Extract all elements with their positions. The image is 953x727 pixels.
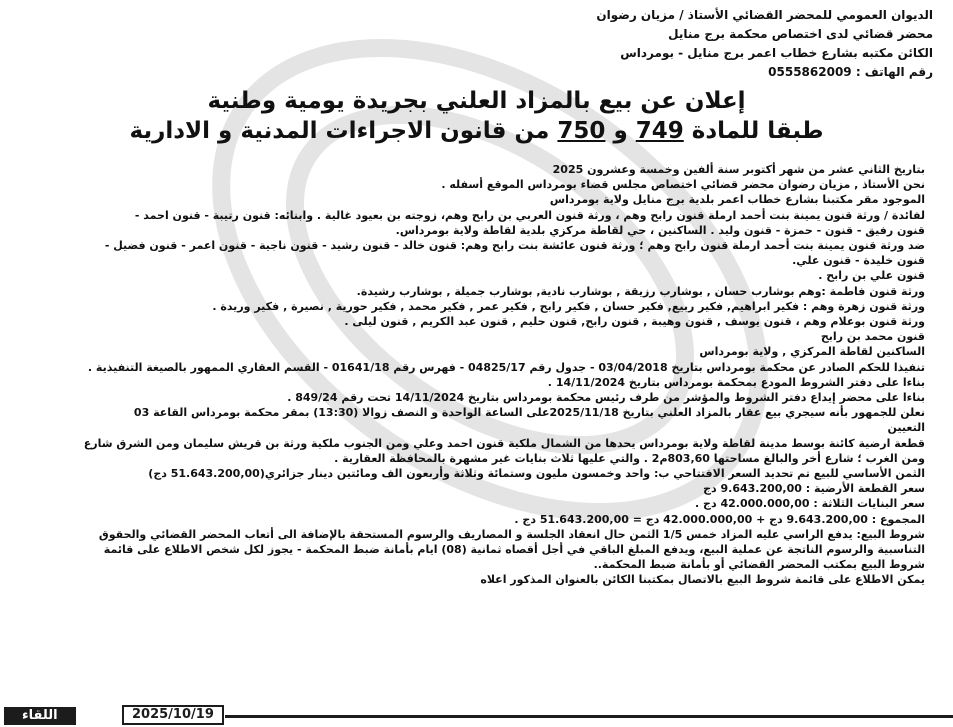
body-line: قطعة ارضية كائنة بوسط مدينة لقاطة ولاية بومرداس يحدها من الشمال ملكية قنون احمد وعلي ومن الجنوب ملكية ورثة بن قريش سليمان ومن الشرق شارع: [83, 436, 925, 450]
subtitle-and: و: [605, 118, 636, 144]
body-line: بتاريخ الثاني عشر من شهر أكتوبر سنة ألفين وخمسة وعشرون 2025: [552, 163, 925, 176]
body-line: ورثة قنون بوعلام وهم ، قنون يوسف , قنون وهيبة , قنون رابح, قنون حليم , قنون عبد الكريم , قنون ليلى .: [344, 315, 925, 329]
subtitle-prefix: طبقا للمادة: [683, 118, 824, 144]
body-line: يمكن الاطلاع على قائمة شروط البيع بالاتصال بمكتبنا الكائن بالعنوان المذكور اعلاه: [480, 573, 925, 587]
announcement-body: [25, 162, 925, 588]
page-footer: [0, 705, 953, 727]
footer-rule: [225, 715, 953, 718]
announcement-title: إعلان عن بيع بالمزاد العلني بجريدة يومية وطنية: [207, 88, 746, 114]
body-line: سعر البنايات الثلاثة : 42.000.000,00 دج .: [695, 497, 925, 511]
body-line: قنون علي بن رابح .: [818, 269, 925, 283]
office-address: الكائن مكتبه بشارع خطاب اعمر برج منايل - بومرداس: [620, 46, 933, 60]
body-line: نحن الأستاذ , مزيان رضوان محضر قضائي اختصاص مجلس قضاء بومرداس الموقع أسفله .: [441, 178, 925, 192]
body-line: التناسبية والرسوم الناتجة عن عملية البيع، ويدفع المبلغ الباقي في أجل أقصاه ثمانية (08) ايام بأمانة ضبط المحكمة - يجوز لكل شخص الاطلاع على قائمة: [103, 543, 925, 557]
body-line: قنون خليدة - قنون علي.: [792, 254, 925, 268]
body-line: قنون رفيق - قنون - حمزة - قنون وليد . الساكنين ، حي لقاطة مركزي بلدية لقاطة ولاية بومرداس.: [395, 223, 925, 237]
body-line: ورثة قنون زهرة وهم : فكير ابراهيم, فكير ربيع, فكير حسان , فكير رابح , فكير عمر , فكير محمد , فكير حورية , نصيرة , فكير وريدة .: [212, 299, 925, 313]
body-line: ورثة قنون فاطمة :وهم بوشارب حسان , بوشارب رزيقة , بوشارب نادية, بوشارب جميلة , بوشارب رشيدة.: [356, 284, 925, 298]
body-line: الثمن الأساسي للبيع تم تحديد السعر الافتتاحي ب: واحد وخمسون مليون وستمائة وثلاثة وأربعون الف ومائتين دينار جزائري(51.643.200,00 دج): [148, 467, 925, 481]
body-line: شروط البيع: يدفع الراسي عليه المزاد خمس 1/5 الثمن حال انعقاد الجلسة و المصاريف والرسوم المستحقة بالإضافة الى أتعاب المحضر القضائي والحقوق: [98, 527, 925, 541]
article-749: 749: [635, 118, 684, 144]
body-line: لفائدة / ورثة قنون يمينة بنت أحمد ارملة قنون رابح وهم ، ورثة قنون العربي بن رابح وهم، زوجته بن بعيود غالية . وابنائه: قنون رتيبة - قنون احمد -: [134, 208, 925, 222]
body-line: تنفيذا للحكم الصادر عن محكمة بومرداس بتاريخ 03/04/2018 - جدول رقم 04825/17 - فهرس رقم 01641/18 - القسم العقاري الممهور بالصيغة التنفيذية .: [87, 360, 925, 374]
body-line: بناءا على محضر إيداع دفتر الشروط والمؤشر من طرف رئيس محكمة بومرداس بتاريخ 14/11/2024 تحت رقم 849/24 .: [287, 391, 925, 405]
newspaper-name: اللقاء: [4, 707, 76, 725]
body-line: قنون محمد بن رابح: [820, 330, 925, 344]
body-line: الموجود مقر مكتبنا بشارع خطاب اعمر بلدية برج منايل ولاية بومرداس: [549, 193, 925, 207]
announcement-subtitle: [0, 116, 953, 146]
article-750: 750: [557, 118, 606, 144]
body-line: نعلن للجمهور بأنه سيجري بيع عقار بالمزاد العلني بتاريخ 2025/11/18على الساعة الواحدة و النصف زوالا (13:30) بمقر محكمة بومرداس القاعة 03: [133, 406, 925, 420]
body-line: سعر القطعة الأرضية : 9.643.200,00 دج: [703, 482, 925, 496]
body-line: التعيين: [887, 421, 925, 435]
body-line: ضد ورثة قنون يمينة بنت أحمد ارملة قنون رابح وهم ؛ ورثة قنون عائشة بنت رابح وهم: قنون خالد - قنون رشيد - قنون ناجية - قنون اعمر - قنون فضيل -: [104, 239, 925, 253]
publication-date: 2025/10/19: [122, 705, 224, 725]
bailiff-jurisdiction: محضر قضائي لدى اختصاص محكمة برج منايل: [668, 27, 933, 41]
body-line: ومن الغرب ؛ شارع أخر والبالغ مساحتها 803,60م2 . والتي عليها ثلاث بنايات غير مشهرة بالمحافظة العقارية .: [334, 451, 925, 465]
office-name: الديوان العمومي للمحضر القضائي الأستاذ / مزيان رضوان: [596, 8, 933, 22]
body-line: شروط البيع بمكتب المحضر القضائي أو بأمانة ضبط المحكمة..: [593, 558, 925, 572]
bailiff-header: [413, 6, 933, 82]
body-line: بناءا على دفتر الشروط المودع بمحكمة بومرداس بتاريخ 14/11/2024 .: [547, 375, 925, 389]
phone-number: رقم الهاتف : 0555862009: [768, 65, 933, 79]
subtitle-suffix: من قانون الاجراءات المدنية و الادارية: [129, 118, 558, 144]
body-line: الساكنين لقاطة المركزي , ولاية بومرداس: [699, 345, 925, 359]
body-line: المجموع : 9.643.200,00 دج + 42.000.000,00 دج = 51.643.200,00 دج .: [514, 512, 925, 526]
